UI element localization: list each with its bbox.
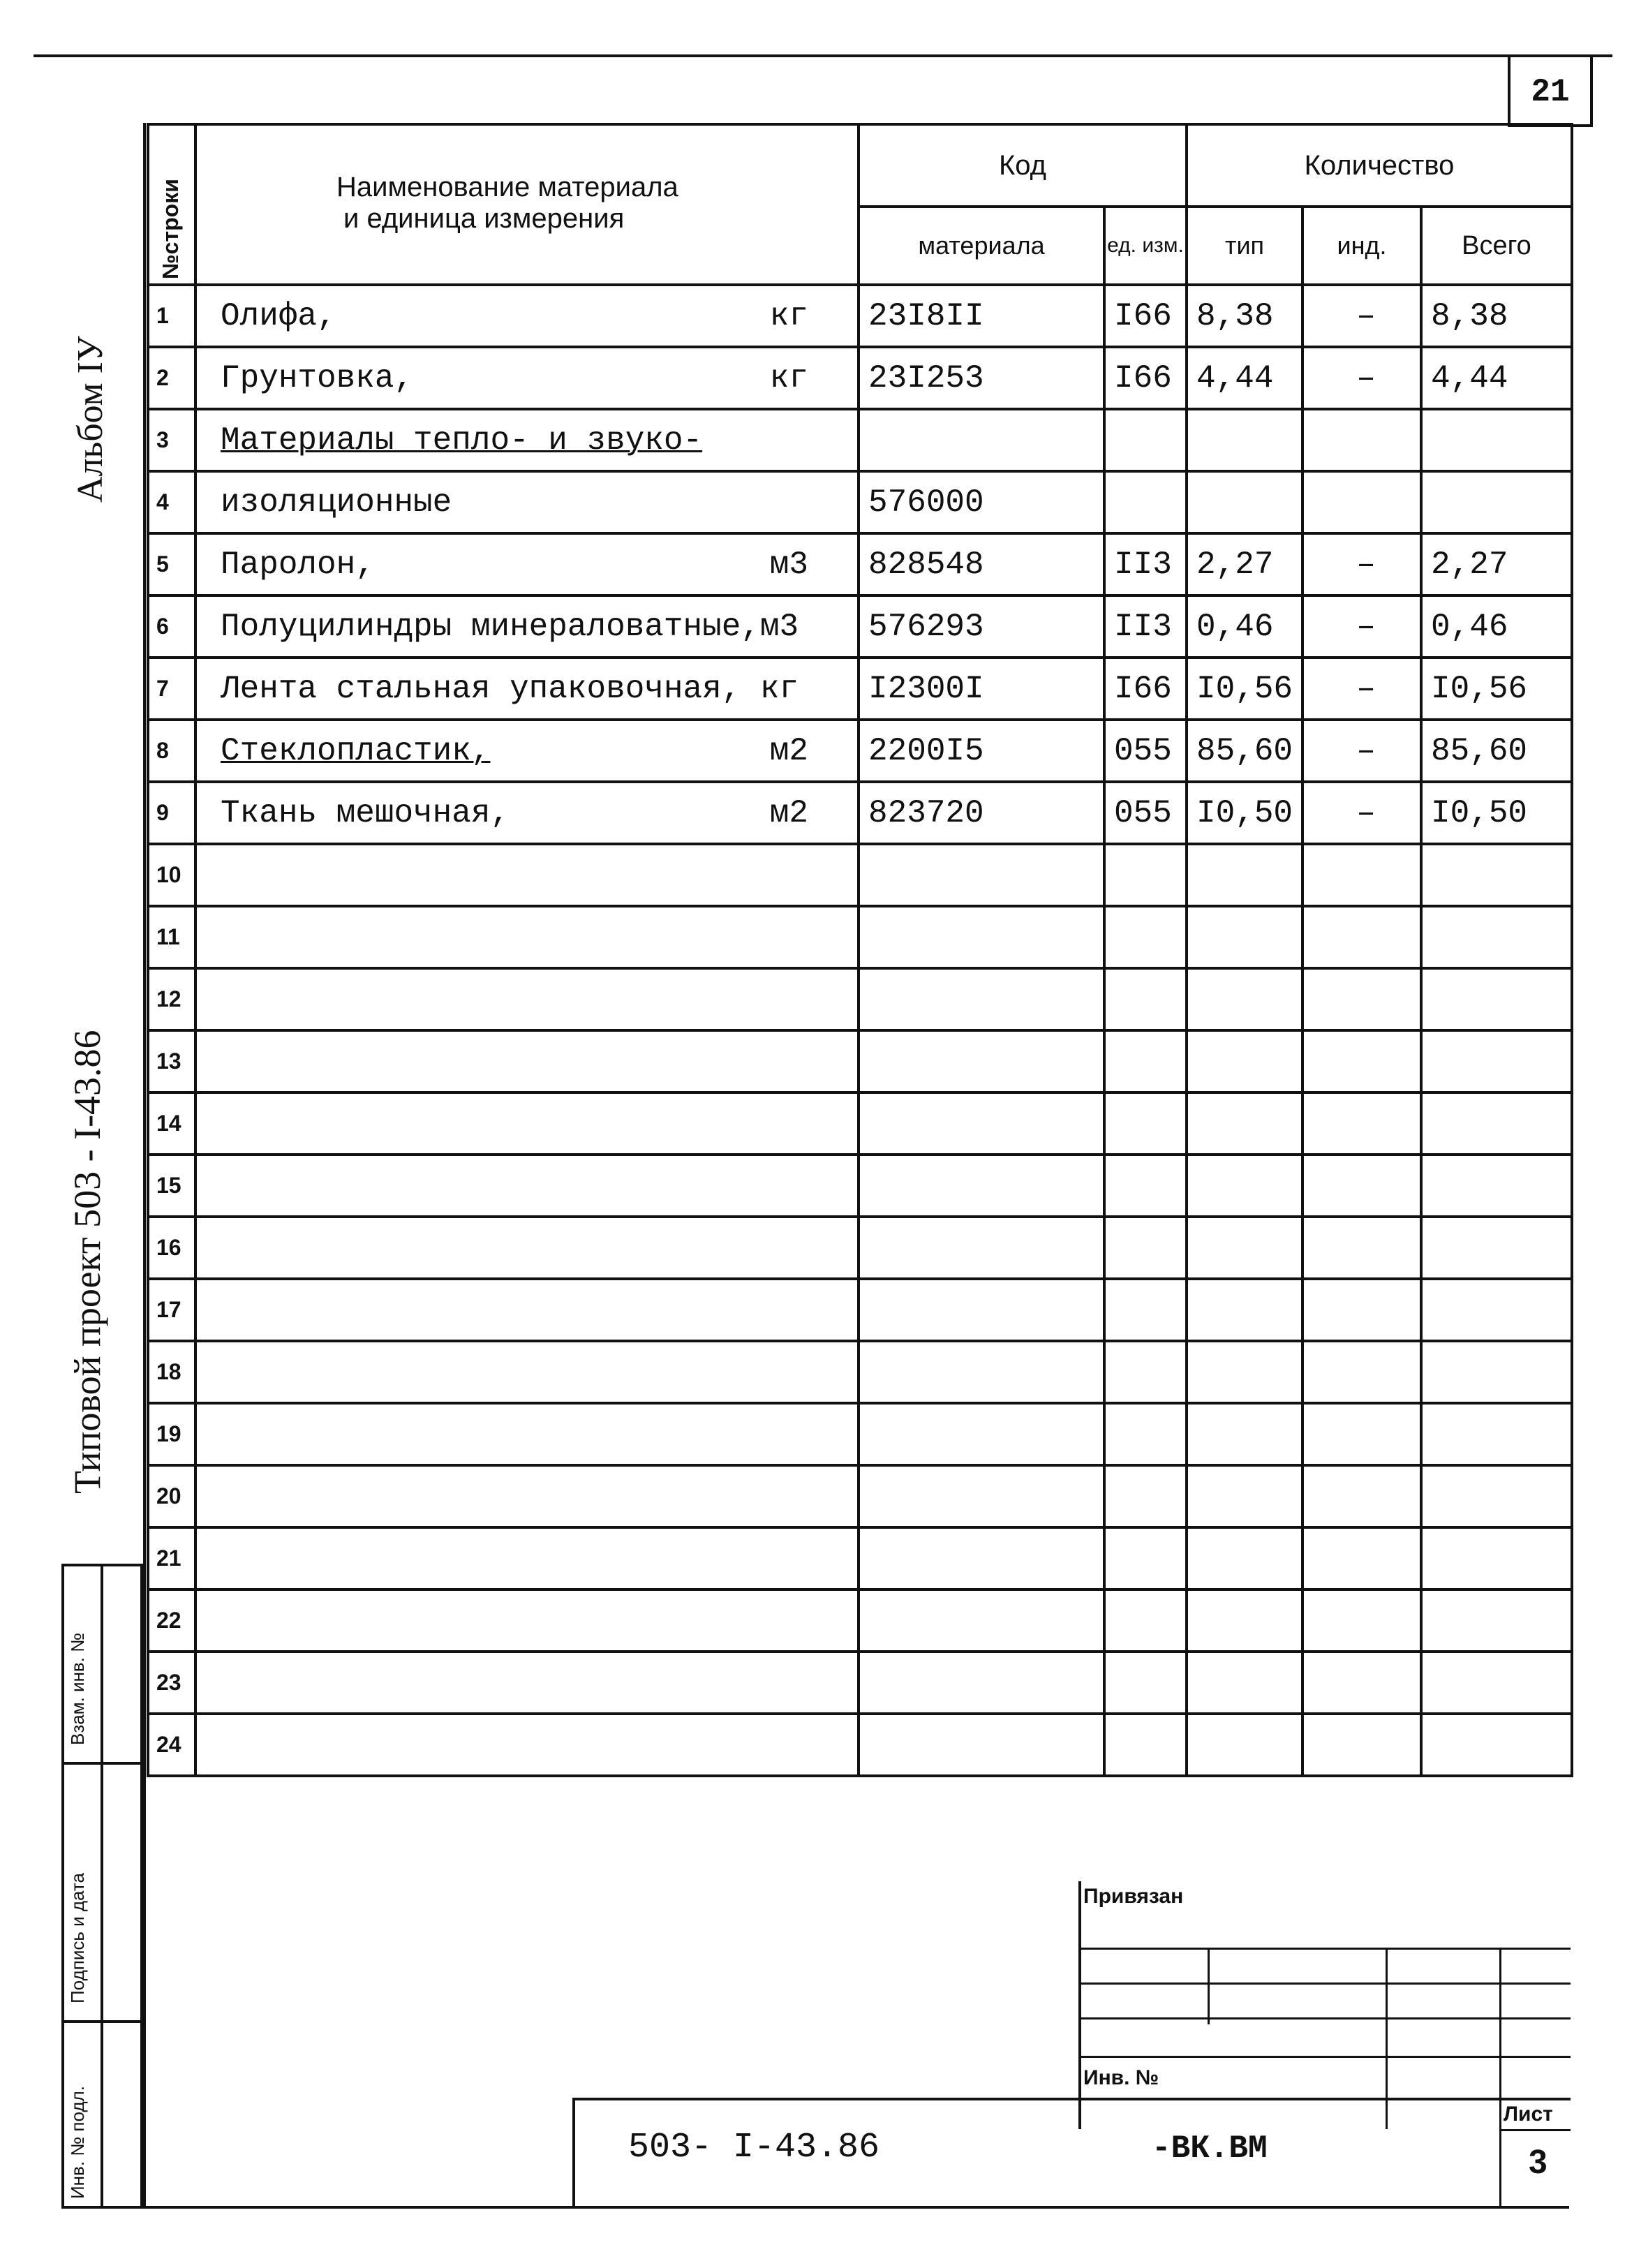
table-row (148, 1589, 1572, 1652)
material-name (195, 1652, 859, 1714)
qty-type: 8,38 (1187, 285, 1302, 347)
qty-total (1421, 1092, 1572, 1155)
unit-code (1104, 1465, 1187, 1527)
row-number: 10 (148, 844, 195, 906)
row-number: 14 (148, 1092, 195, 1155)
table-row (148, 906, 1572, 968)
qty-ind (1302, 1217, 1421, 1279)
drawing-designation: 503- I-43.86 (628, 2128, 880, 2167)
row-number: 6 (148, 595, 195, 658)
qty-type (1187, 409, 1302, 471)
inv-no-label: Инв. № (1083, 2066, 1159, 2089)
qty-type (1187, 471, 1302, 533)
bottom-frame-line (61, 2206, 1569, 2209)
material-name (195, 1279, 859, 1341)
qty-type (1187, 1465, 1302, 1527)
material-name (195, 844, 859, 906)
row-number: 3 (148, 409, 195, 471)
qty-total (1421, 1652, 1572, 1714)
row-number: 17 (148, 1279, 195, 1341)
qty-total: 0,46 (1421, 595, 1572, 658)
material-name (195, 1403, 859, 1465)
inv-podl-label: Инв. № подл. (67, 2086, 88, 2199)
material-code (859, 1589, 1104, 1652)
qty-ind (1302, 1341, 1421, 1403)
qty-ind: – (1302, 285, 1421, 347)
row-number: 2 (148, 347, 195, 409)
unit-code (1104, 1030, 1187, 1092)
material-name-text: Материалы тепло- и звуко- (221, 422, 703, 459)
table-row (148, 347, 1572, 409)
qty-type: I0,56 (1187, 658, 1302, 720)
unit-code: I66 (1104, 285, 1187, 347)
material-name (195, 409, 859, 471)
material-code: 576293 (859, 595, 1104, 658)
row-number: 4 (148, 471, 195, 533)
material-code (859, 1714, 1104, 1776)
qty-total (1421, 1403, 1572, 1465)
page-number-box (1508, 57, 1593, 127)
qty-ind (1302, 1092, 1421, 1155)
material-name (195, 1465, 859, 1527)
qty-ind: – (1302, 658, 1421, 720)
row-number: 9 (148, 782, 195, 844)
material-code (859, 1092, 1104, 1155)
unit-code (1104, 1527, 1187, 1589)
qty-ind: – (1302, 720, 1421, 782)
material-code (859, 844, 1104, 906)
qty-type (1187, 1030, 1302, 1092)
row-number: 20 (148, 1465, 195, 1527)
qty-ind: – (1302, 347, 1421, 409)
qty-type (1187, 1341, 1302, 1403)
material-name-text: Ткань мешочная, (221, 794, 510, 831)
row-number: 21 (148, 1527, 195, 1589)
header-row-number: №строки (148, 124, 195, 285)
qty-total (1421, 1714, 1572, 1776)
header-code-material: материала (859, 207, 1104, 285)
page-number: 21 (1531, 74, 1570, 110)
material-unit: м3 (769, 546, 808, 583)
qty-total: 2,27 (1421, 533, 1572, 595)
table-row (148, 1279, 1572, 1341)
unit-code (1104, 1589, 1187, 1652)
material-name-text: Лента стальная упаковочная, кг (221, 670, 799, 707)
privyazan-label: Привязан (1083, 1885, 1184, 1908)
material-code: 576000 (859, 471, 1104, 533)
unit-code (1104, 968, 1187, 1030)
qty-ind (1302, 409, 1421, 471)
material-code (859, 906, 1104, 968)
material-code (859, 1527, 1104, 1589)
qty-ind (1302, 1403, 1421, 1465)
qty-total (1421, 844, 1572, 906)
qty-type (1187, 1652, 1302, 1714)
table-row (148, 1403, 1572, 1465)
material-unit: м2 (769, 732, 808, 769)
table-row (148, 658, 1572, 720)
row-number: 5 (148, 533, 195, 595)
qty-total (1421, 1589, 1572, 1652)
podpis-data-label: Подпись и дата (67, 1872, 88, 2003)
qty-ind (1302, 1527, 1421, 1589)
qty-type (1187, 1714, 1302, 1776)
unit-code (1104, 1217, 1187, 1279)
material-code (859, 1217, 1104, 1279)
qty-type: 85,60 (1187, 720, 1302, 782)
material-code: 828548 (859, 533, 1104, 595)
row-number: 15 (148, 1155, 195, 1217)
header-code: Код (859, 124, 1187, 207)
vzam-inv-label: Взам. инв. № (67, 1632, 88, 1745)
unit-code (1104, 1341, 1187, 1403)
qty-ind (1302, 906, 1421, 968)
qty-ind (1302, 471, 1421, 533)
material-code: 23I253 (859, 347, 1104, 409)
material-code (859, 1652, 1104, 1714)
qty-type (1187, 1279, 1302, 1341)
unit-code: 055 (1104, 720, 1187, 782)
material-name-text: Паролон, (221, 546, 375, 583)
material-name (195, 1714, 859, 1776)
qty-type (1187, 968, 1302, 1030)
qty-type (1187, 1155, 1302, 1217)
sheet-label: Лист (1504, 2103, 1553, 2126)
qty-ind (1302, 1652, 1421, 1714)
table-row (148, 1030, 1572, 1092)
drawing-code: -ВК.ВМ (1152, 2130, 1268, 2167)
row-number: 7 (148, 658, 195, 720)
material-name-text: Полуцилиндры минераловатные,м3 (221, 608, 799, 645)
table-row (148, 1527, 1572, 1589)
qty-total: 4,44 (1421, 347, 1572, 409)
row-number: 18 (148, 1341, 195, 1403)
material-name (195, 1092, 859, 1155)
material-name (195, 1527, 859, 1589)
material-name-text: Олифа, (221, 297, 336, 334)
qty-total (1421, 409, 1572, 471)
qty-total: I0,50 (1421, 782, 1572, 844)
qty-type: 2,27 (1187, 533, 1302, 595)
row-number: 1 (148, 285, 195, 347)
material-name (195, 1341, 859, 1403)
material-code: 823720 (859, 782, 1104, 844)
table-row (148, 409, 1572, 471)
qty-total (1421, 1341, 1572, 1403)
table-row (148, 1714, 1572, 1776)
qty-total (1421, 906, 1572, 968)
material-code: 2200I5 (859, 720, 1104, 782)
album-label: Альбом IУ (70, 336, 110, 503)
qty-ind: – (1302, 533, 1421, 595)
unit-code: II3 (1104, 595, 1187, 658)
qty-ind (1302, 1279, 1421, 1341)
qty-total (1421, 1155, 1572, 1217)
qty-ind: – (1302, 782, 1421, 844)
header-quantity: Количество (1187, 124, 1572, 207)
unit-code (1104, 1155, 1187, 1217)
qty-type (1187, 1527, 1302, 1589)
row-number: 11 (148, 906, 195, 968)
qty-total (1421, 1030, 1572, 1092)
qty-total (1421, 968, 1572, 1030)
table-row (148, 1652, 1572, 1714)
qty-type (1187, 1403, 1302, 1465)
material-name (195, 471, 859, 533)
material-unit: кг (769, 360, 808, 396)
material-code (859, 968, 1104, 1030)
table-row (148, 1341, 1572, 1403)
qty-total: 8,38 (1421, 285, 1572, 347)
qty-type: 0,46 (1187, 595, 1302, 658)
qty-ind (1302, 844, 1421, 906)
table-row (148, 720, 1572, 782)
material-unit: кг (769, 297, 808, 334)
material-name-text: Стеклопластик, (221, 732, 491, 769)
material-name (195, 1155, 859, 1217)
row-number: 19 (148, 1403, 195, 1465)
left-frame-line (143, 123, 146, 2209)
table-row (148, 595, 1572, 658)
qty-total (1421, 1279, 1572, 1341)
unit-code (1104, 1652, 1187, 1714)
unit-code: II3 (1104, 533, 1187, 595)
qty-type (1187, 1092, 1302, 1155)
material-code (859, 1465, 1104, 1527)
qty-ind (1302, 968, 1421, 1030)
material-name (195, 1589, 859, 1652)
header-code-unit: ед. изм. (1104, 207, 1187, 285)
sheet-number: 3 (1529, 2144, 1547, 2181)
row-number: 13 (148, 1030, 195, 1092)
table-row (148, 844, 1572, 906)
qty-type (1187, 844, 1302, 906)
row-number: 12 (148, 968, 195, 1030)
table-row (148, 471, 1572, 533)
qty-ind: – (1302, 595, 1421, 658)
qty-total (1421, 471, 1572, 533)
material-code: I2300I (859, 658, 1104, 720)
qty-ind (1302, 1714, 1421, 1776)
table-row (148, 1217, 1572, 1279)
table-row (148, 285, 1572, 347)
material-name (195, 906, 859, 968)
qty-type (1187, 906, 1302, 968)
material-code (859, 1341, 1104, 1403)
unit-code (1104, 844, 1187, 906)
material-name (195, 720, 859, 782)
material-name (195, 285, 859, 347)
qty-total (1421, 1217, 1572, 1279)
row-number: 23 (148, 1652, 195, 1714)
qty-ind (1302, 1589, 1421, 1652)
qty-ind (1302, 1030, 1421, 1092)
material-unit: м2 (769, 794, 808, 831)
unit-code (1104, 471, 1187, 533)
material-name (195, 1217, 859, 1279)
unit-code: I66 (1104, 658, 1187, 720)
table-row (148, 1465, 1572, 1527)
top-border-line (34, 54, 1612, 57)
qty-type: I0,50 (1187, 782, 1302, 844)
header-name: Наименование материала и единица измерения (195, 124, 859, 285)
material-name (195, 968, 859, 1030)
material-name (195, 782, 859, 844)
header-qty-ind: инд. (1302, 207, 1421, 285)
row-number: 8 (148, 720, 195, 782)
material-code: 23I8II (859, 285, 1104, 347)
materials-table (147, 123, 1573, 1777)
header-qty-type: тип (1187, 207, 1302, 285)
material-name (195, 595, 859, 658)
table-row (148, 533, 1572, 595)
qty-total (1421, 1527, 1572, 1589)
material-name (195, 658, 859, 720)
unit-code: I66 (1104, 347, 1187, 409)
unit-code (1104, 1092, 1187, 1155)
project-label: Типовой проект 503 - I-43.86 (66, 1030, 108, 1494)
material-code (859, 1279, 1104, 1341)
unit-code (1104, 1714, 1187, 1776)
unit-code (1104, 1403, 1187, 1465)
table-row (148, 782, 1572, 844)
qty-type (1187, 1589, 1302, 1652)
material-name (195, 1030, 859, 1092)
qty-ind (1302, 1465, 1421, 1527)
qty-ind (1302, 1155, 1421, 1217)
qty-total: I0,56 (1421, 658, 1572, 720)
material-code (859, 409, 1104, 471)
material-code (859, 1155, 1104, 1217)
qty-total (1421, 1465, 1572, 1527)
table-row (148, 1092, 1572, 1155)
unit-code (1104, 1279, 1187, 1341)
row-number: 24 (148, 1714, 195, 1776)
material-name-text: изоляционные (221, 484, 452, 521)
unit-code: 055 (1104, 782, 1187, 844)
material-name (195, 533, 859, 595)
material-code (859, 1403, 1104, 1465)
header-qty-total: Всего (1421, 207, 1572, 285)
material-name (195, 347, 859, 409)
qty-type: 4,44 (1187, 347, 1302, 409)
row-number: 16 (148, 1217, 195, 1279)
material-code (859, 1030, 1104, 1092)
qty-total: 85,60 (1421, 720, 1572, 782)
unit-code (1104, 409, 1187, 471)
table-row (148, 1155, 1572, 1217)
row-number: 22 (148, 1589, 195, 1652)
qty-type (1187, 1217, 1302, 1279)
unit-code (1104, 906, 1187, 968)
material-name-text: Грунтовка, (221, 360, 414, 396)
table-row (148, 968, 1572, 1030)
